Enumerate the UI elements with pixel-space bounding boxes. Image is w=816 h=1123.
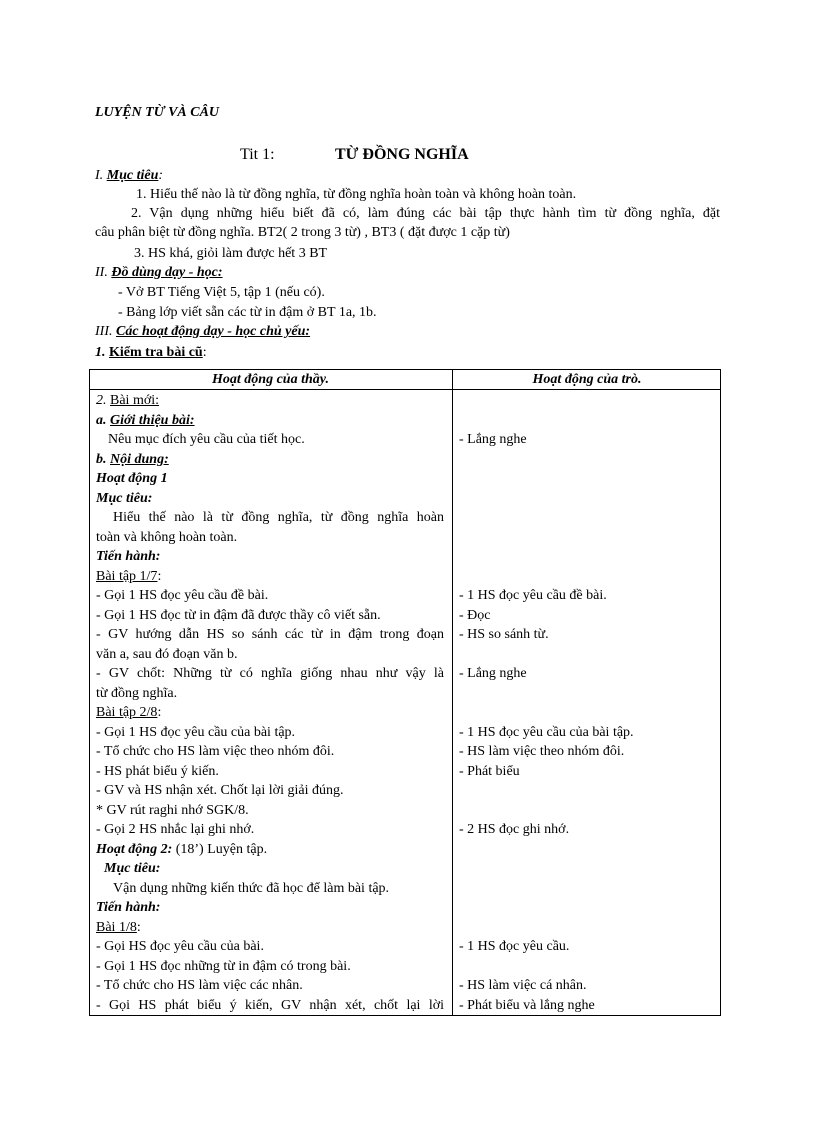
goal-1-text: Hiểu thế nào là từ đồng nghĩa, từ đồng nghĩa hoàn	[113, 510, 444, 525]
teacher-step: từ đồng nghĩa.	[96, 685, 178, 701]
goal-2-text: Vận dụng những kiến thức đã học để làm bài tập.	[113, 880, 390, 896]
teacher-step: - Gọi 2 HS nhắc lại ghi nhớ.	[96, 822, 255, 837]
teacher-step: - Tổ chức cho HS làm việc theo nhóm đôi.	[96, 744, 335, 759]
intro-text: Nêu mục đích yêu cầu của tiết học.	[108, 432, 305, 447]
teacher-step: - Gọi 1 HS đọc những từ in đậm có trong bài.	[96, 958, 351, 974]
student-step: - HS làm việc cá nhân.	[459, 978, 587, 993]
objective-item: câu phân biệt từ đồng nghĩa. BT2( 2 trong 3 từ) , BT3 ( đặt được 1 cặp từ)	[95, 225, 510, 240]
student-step: - Đọc	[459, 607, 491, 623]
student-step: - 2 HS đọc ghi nhớ.	[459, 822, 570, 837]
goal-1-heading: Mục tiêu:	[96, 490, 153, 506]
teacher-step: - GV và HS nhận xét. Chốt lại lời giải đúng.	[96, 783, 344, 798]
activity-2-heading: Hoạt động 2: (18’) Luyện tập.	[96, 841, 268, 857]
teacher-step: - GV hướng dẫn HS so sánh các từ in đậm trong đoạn	[96, 627, 444, 642]
teacher-step: - Gọi 1 HS đọc từ in đậm đã được thầy cô viết sẵn.	[96, 607, 381, 623]
materials-item: - Vở BT Tiếng Việt 5, tập 1 (nếu có).	[118, 285, 325, 300]
objective-item: 2. Vận dụng những hiểu biết đã có, làm đúng các bài tập thực hành tìm từ đồng nghĩa, đặt	[131, 206, 720, 221]
student-step: - HS so sánh từ.	[459, 627, 549, 642]
teacher-step: * GV rút raghi nhớ SGK/8.	[96, 802, 249, 818]
student-step: - 1 HS đọc yêu cầu.	[459, 939, 570, 954]
goal-2-heading: Mục tiêu:	[104, 861, 161, 876]
exercise-2-heading: Bài tập 2/8:	[96, 705, 162, 720]
objective-item: 3. HS khá, giỏi làm được hết 3 BT	[134, 246, 328, 261]
section-materials-heading: II. Đồ dùng dạy - học:	[95, 265, 223, 280]
teacher-step: - Gọi HS đọc yêu cầu của bài.	[96, 939, 264, 954]
student-step: - HS làm việc theo nhóm đôi.	[459, 744, 625, 759]
procedure-2-heading: Tiến hành:	[96, 900, 161, 915]
check-old-lesson-heading: 1. Kiểm tra bài cũ:	[95, 345, 207, 360]
teacher-step: - Gọi HS phát biểu ý kiến, GV nhận xét, chốt lại lời	[96, 997, 444, 1013]
exercise-1-heading: Bài tập 1/7:	[96, 568, 162, 584]
goal-1-text: toàn và không hoàn toàn.	[96, 529, 238, 545]
student-step: - Phát biểu	[459, 763, 520, 779]
student-step: - Lắng nghe	[459, 432, 527, 447]
student-column-header: Hoạt động của trò.	[532, 372, 642, 387]
student-step: - 1 HS đọc yêu cầu của bài tập.	[459, 724, 634, 740]
teacher-column-header: Hoạt động của thầy.	[212, 372, 329, 387]
new-lesson-heading: 2. Bài mới:	[96, 393, 160, 408]
subject-heading: LUYỆN TỪ VÀ CÂU	[95, 105, 220, 120]
teacher-step: - HS phát biểu ý kiến.	[96, 763, 219, 779]
table-column-divider	[452, 369, 453, 1016]
objective-item: 1. Hiểu thế nào là từ đồng nghĩa, từ đồng nghĩa hoàn toàn và không hoàn toàn.	[136, 187, 577, 202]
teacher-step: - Gọi 1 HS đọc yêu cầu đề bài.	[96, 588, 269, 603]
section-activities-heading: III. Các hoạt động dạy - học chủ yếu:	[95, 324, 311, 339]
student-step: - Lắng nghe	[459, 666, 527, 681]
teacher-step: văn a, sau đó đoạn văn b.	[96, 646, 238, 662]
exercise-3-heading: Bài 1/8:	[96, 919, 141, 935]
section-objectives-heading: I. Mục tiêu:	[95, 168, 164, 183]
lesson-title: TỪ ĐỒNG NGHĨA	[335, 146, 469, 163]
procedure-1-heading: Tiến hành:	[96, 549, 161, 564]
student-step: - 1 HS đọc yêu cầu đề bài.	[459, 588, 607, 603]
materials-item: - Bảng lớp viết sẵn các từ in đậm ở BT 1a, 1b.	[118, 305, 377, 320]
period-label: Tit 1:	[240, 146, 275, 163]
teacher-step: - GV chốt: Những từ có nghĩa giống nhau như vậy là	[96, 666, 444, 681]
activity-1-heading: Hoạt động 1	[96, 471, 168, 486]
table-header-divider	[89, 389, 721, 390]
teacher-step: - Gọi 1 HS đọc yêu cầu của bài tập.	[96, 724, 296, 740]
intro-heading: a. Giới thiệu bài:	[96, 412, 195, 428]
teacher-step: - Tổ chức cho HS làm việc các nhân.	[96, 978, 303, 993]
student-step: - Phát biểu và lắng nghe	[459, 997, 595, 1013]
content-heading: b. Nội dung:	[96, 451, 169, 467]
